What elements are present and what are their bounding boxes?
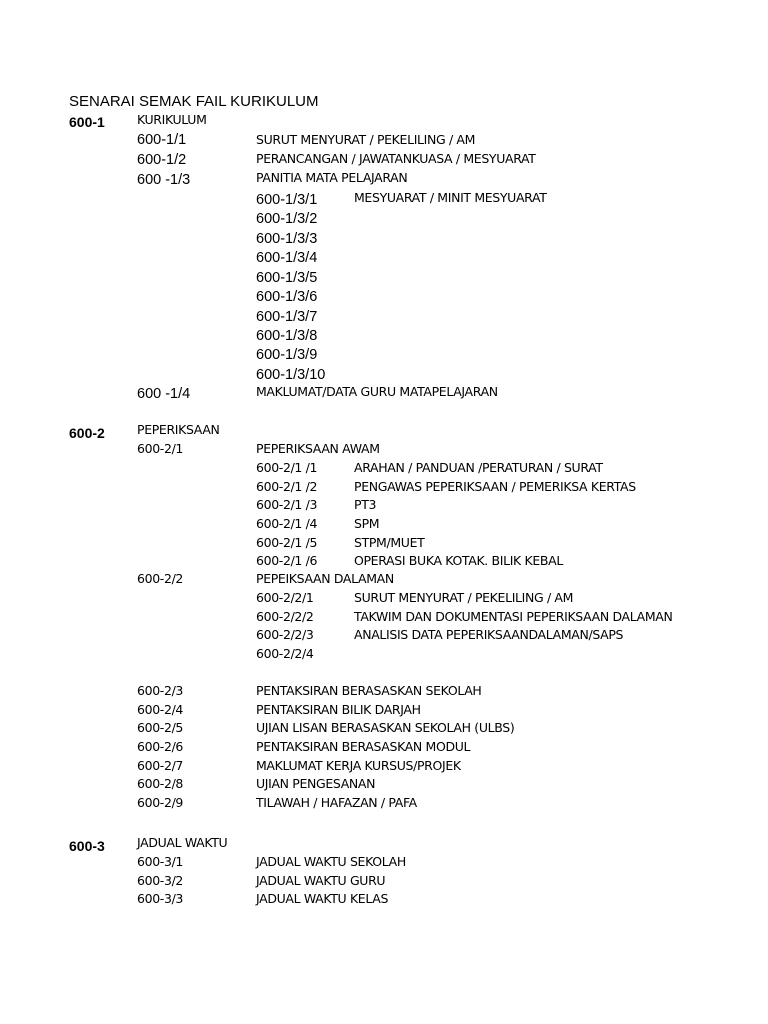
subfile-code: 600-1/3/6	[256, 289, 318, 305]
subfile-label: ANALISIS DATA PEPERIKSAANDALAMAN/SAPS	[354, 627, 624, 642]
file-code: 600-3/2	[137, 873, 184, 888]
subfile-code: 600-2/1 /1	[256, 460, 318, 475]
file-label: PERANCANGAN / JAWATANKUASA / MESYUARAT	[256, 151, 536, 166]
subfile-code: 600-2/2/1	[256, 590, 314, 605]
subfile-label: OPERASI BUKA KOTAK. BILIK KEBAL	[354, 553, 563, 568]
file-label: MAKLUMAT/DATA GURU MATAPELAJARAN	[256, 384, 498, 399]
file-label: JADUAL WAKTU KELAS	[256, 891, 389, 906]
file-code: 600-2/2	[137, 571, 184, 586]
section-name-kurikulum: KURIKULUM	[137, 112, 207, 127]
section-code-600-3: 600-3	[69, 838, 105, 854]
subfile-code: 600-2/2/3	[256, 627, 314, 642]
subfile-label: TAKWIM DAN DOKUMENTASI PEPERIKSAAN DALAMAN	[354, 609, 673, 624]
page-title: SENARAI SEMAK FAIL KURIKULUM	[69, 93, 319, 110]
file-code: 600-2/7	[137, 758, 184, 773]
file-label: PENTAKSIRAN BERASASKAN SEKOLAH	[256, 683, 482, 698]
subfile-label: STPM/MUET	[354, 535, 425, 550]
subfile-code: 600-1/3/1	[256, 192, 318, 208]
subfile-code: 600-2/1 /4	[256, 516, 318, 531]
file-code: 600 -1/4	[137, 386, 191, 402]
file-label: MAKLUMAT KERJA KURSUS/PROJEK	[256, 758, 461, 773]
file-code: 600-1/2	[137, 152, 187, 168]
file-code: 600-2/9	[137, 795, 184, 810]
file-label: PEPEIKSAAN DALAMAN	[256, 571, 394, 586]
file-label: PENTAKSIRAN BILIK DARJAH	[256, 702, 421, 717]
subfile-label: SPM	[354, 516, 380, 531]
subfile-code: 600-1/3/7	[256, 309, 318, 325]
file-code: 600-2/3	[137, 683, 184, 698]
file-code: 600-3/3	[137, 891, 184, 906]
subfile-code: 600-2/1 /6	[256, 553, 318, 568]
subfile-code: 600-2/1 /2	[256, 479, 318, 494]
file-label: PENTAKSIRAN BERASASKAN MODUL	[256, 739, 471, 754]
subfile-code: 600-1/3/8	[256, 328, 318, 344]
subfile-label: MESYUARAT / MINIT MESYUARAT	[354, 190, 547, 205]
file-label: TILAWAH / HAFAZAN / PAFA	[256, 795, 417, 810]
subfile-label: SURUT MENYURAT / PEKELILING / AM	[354, 590, 574, 605]
file-label: JADUAL WAKTU SEKOLAH	[256, 854, 406, 869]
file-label: SURUT MENYURAT / PEKELILING / AM	[256, 132, 476, 147]
file-code: 600-1/1	[137, 132, 187, 148]
subfile-code: 600-2/2/2	[256, 609, 314, 624]
file-code: 600-2/5	[137, 720, 184, 735]
section-code-600-1: 600-1	[69, 114, 105, 130]
subfile-code: 600-2/1 /5	[256, 535, 318, 550]
file-code: 600-2/4	[137, 702, 184, 717]
file-label: JADUAL WAKTU GURU	[256, 873, 386, 888]
file-code: 600-2/1	[137, 441, 184, 456]
subfile-code: 600-1/3/5	[256, 270, 318, 286]
section-name-jadual-waktu: JADUAL WAKTU	[137, 835, 228, 850]
subfile-label: PT3	[354, 497, 377, 512]
subfile-code: 600-1/3/9	[256, 347, 318, 363]
file-label: UJIAN PENGESANAN	[256, 776, 376, 791]
file-code: 600-2/6	[137, 739, 184, 754]
subfile-code: 600-2/2/4	[256, 646, 314, 661]
subfile-label: ARAHAN / PANDUAN /PERATURAN / SURAT	[354, 460, 603, 475]
file-label: PEPERIKSAAN AWAM	[256, 441, 380, 456]
file-code: 600-2/8	[137, 776, 184, 791]
subfile-code: 600-1/3/3	[256, 231, 318, 247]
subfile-code: 600-1/3/2	[256, 211, 318, 227]
subfile-code: 600-1/3/10	[256, 367, 326, 383]
subfile-code: 600-1/3/4	[256, 250, 318, 266]
file-code: 600-3/1	[137, 854, 184, 869]
file-code: 600 -1/3	[137, 172, 191, 188]
file-label: PANITIA MATA PELAJARAN	[256, 170, 408, 185]
section-code-600-2: 600-2	[69, 425, 105, 441]
file-label: UJIAN LISAN BERASASKAN SEKOLAH (ULBS)	[256, 720, 515, 735]
section-name-peperiksaan: PEPERIKSAAN	[137, 422, 220, 437]
subfile-label: PENGAWAS PEPERIKSAAN / PEMERIKSA KERTAS	[354, 479, 636, 494]
subfile-code: 600-2/1 /3	[256, 497, 318, 512]
